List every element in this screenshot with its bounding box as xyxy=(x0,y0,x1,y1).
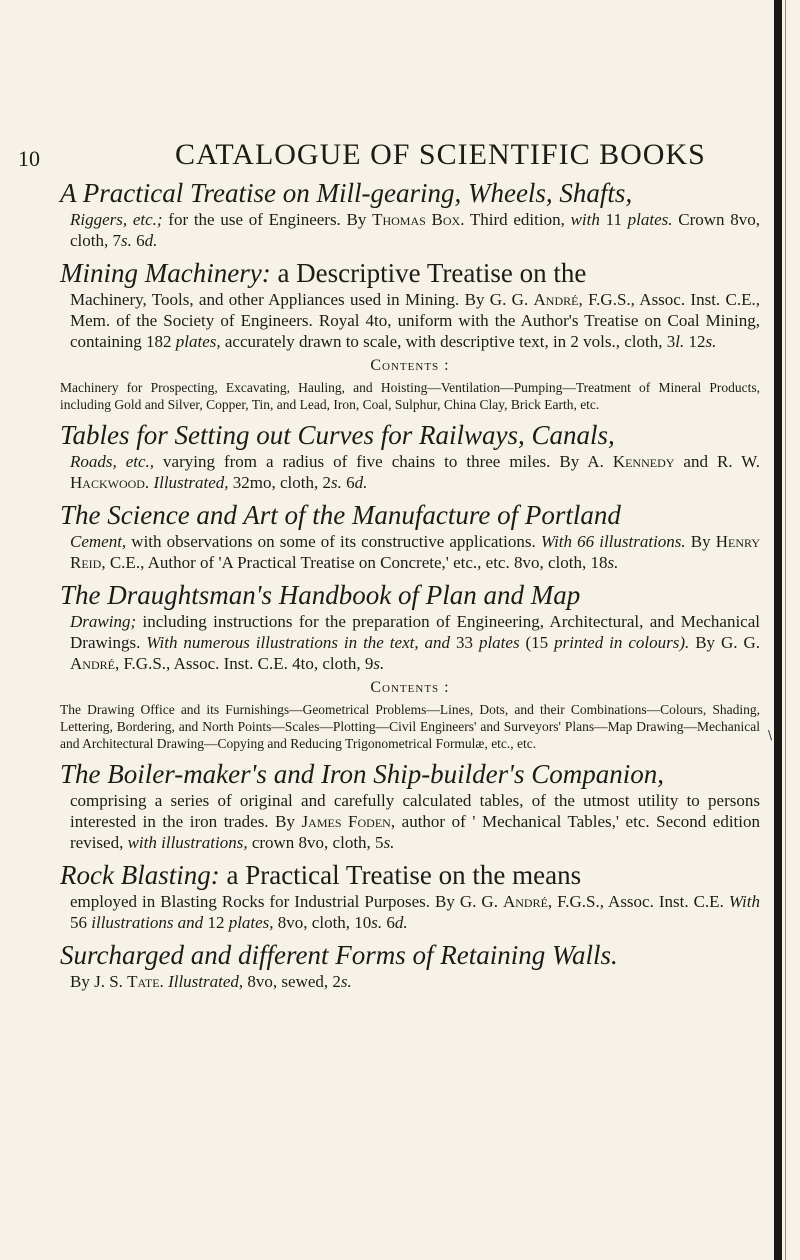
contents-heading: Contents : xyxy=(370,357,450,374)
entry-title: Surcharged and different Forms of Retaining Walls. xyxy=(60,940,618,970)
entry-description: Riggers, etc.; for the use of Engineers. By Thomas Box. Third edition, with 11 plates. Crown 8vo, cloth, 7s. 6d. xyxy=(70,210,760,250)
entry-description: comprising a series of original and carefully calculated tables, of the utmost utility to persons interested in the iron trades. By James Foden, author of ' Mechanical Tables,' etc. Second edition revised, with illustrations, crown 8vo, cloth, 5s. xyxy=(70,791,761,852)
page-edge-line xyxy=(785,0,786,1260)
catalogue-entry xyxy=(60,500,760,573)
entry-title: Mining Machinery: a Descriptive Treatise on the xyxy=(60,258,587,288)
catalogue-entry xyxy=(60,940,760,992)
catalogue-entry xyxy=(60,420,760,493)
entry-title: The Draughtsman's Handbook of Plan and Map xyxy=(60,580,581,610)
running-head: CATALOGUE OF SCIENTIFIC BOOKS xyxy=(175,138,706,171)
page-number: 10 xyxy=(18,146,40,171)
book-spine-edge xyxy=(774,0,782,1260)
entry-title: Rock Blasting: a Practical Treatise on the means xyxy=(60,860,582,890)
contents-heading: Contents : xyxy=(370,679,450,696)
entry-title: The Boiler-maker's and Iron Ship-builder's Companion, xyxy=(60,759,664,789)
contents-list: The Drawing Office and its Furnishings—Geometrical Problems—Lines, Dots, and their Combinations—Colours, Shading, Lettering, Bordering, and North Points—Scales—Plotting—Civil Engineers' and Surveyors' Plans—Map Drawing—Mechanical and Architectural Drawing—Copying and Reducing Trigonometrical Formulæ, etc., etc. xyxy=(60,702,760,751)
entry-description: Drawing; including instructions for the preparation of Engineering, Architectural, and Mechanical Drawings. With numerous illustrations in the text, and 33 plates (15 printed in colours). By G. G. André, F.G.S., Assoc. Inst. C.E. 4to, cloth, 9s. xyxy=(70,612,760,673)
entry-title: A Practical Treatise on Mill-gearing, Wheels, Shafts, xyxy=(60,178,633,208)
catalogue-entry xyxy=(60,258,760,413)
catalogue-entry xyxy=(60,759,760,853)
page-header xyxy=(18,138,778,172)
entry-description: By J. S. Tate. Illustrated, 8vo, sewed, 2s. xyxy=(70,972,352,991)
entry-title: Tables for Setting out Curves for Railways, Canals, xyxy=(60,420,615,450)
catalogue-entry xyxy=(60,580,760,752)
contents-list: Machinery for Prospecting, Excavating, Hauling, and Hoisting—Ventilation—Pumping—Treatment of Mineral Products, including Gold and Silver, Copper, Tin, and Lead, Iron, Coal, Sulphur, China Clay, Brick Earth, etc. xyxy=(60,380,760,412)
catalogue-entries xyxy=(60,178,760,999)
margin-mark: \ xyxy=(767,728,772,742)
entry-description: employed in Blasting Rocks for Industrial Purposes. By G. G. André, F.G.S., Assoc. Inst. C.E. With 56 illustrations and 12 plates, 8vo, cloth, 10s. 6d. xyxy=(70,892,760,932)
catalogue-entry xyxy=(60,860,760,933)
catalogue-entry xyxy=(60,178,760,251)
entry-description: Machinery, Tools, and other Appliances used in Mining. By G. G. André, F.G.S., Assoc. Inst. C.E., Mem. of the Society of Engineers. Royal 4to, uniform with the Author's Treatise on Coal Mining, containing 182 plates, accurately drawn to scale, with descriptive text, in 2 vols., cloth, 3l. 12s. xyxy=(70,290,760,351)
entry-description: Cement, with observations on some of its constructive applications. With 66 illustrations. By Henry Reid, C.E., Author of 'A Practical Treatise on Concrete,' etc., etc. 8vo, cloth, 18s. xyxy=(70,532,760,572)
entry-description: Roads, etc., varying from a radius of five chains to three miles. By A. Kennedy and R. W. Hackwood. Illustrated, 32mo, cloth, 2s. 6d. xyxy=(70,452,760,492)
entry-title: The Science and Art of the Manufacture of Portland xyxy=(60,500,621,530)
